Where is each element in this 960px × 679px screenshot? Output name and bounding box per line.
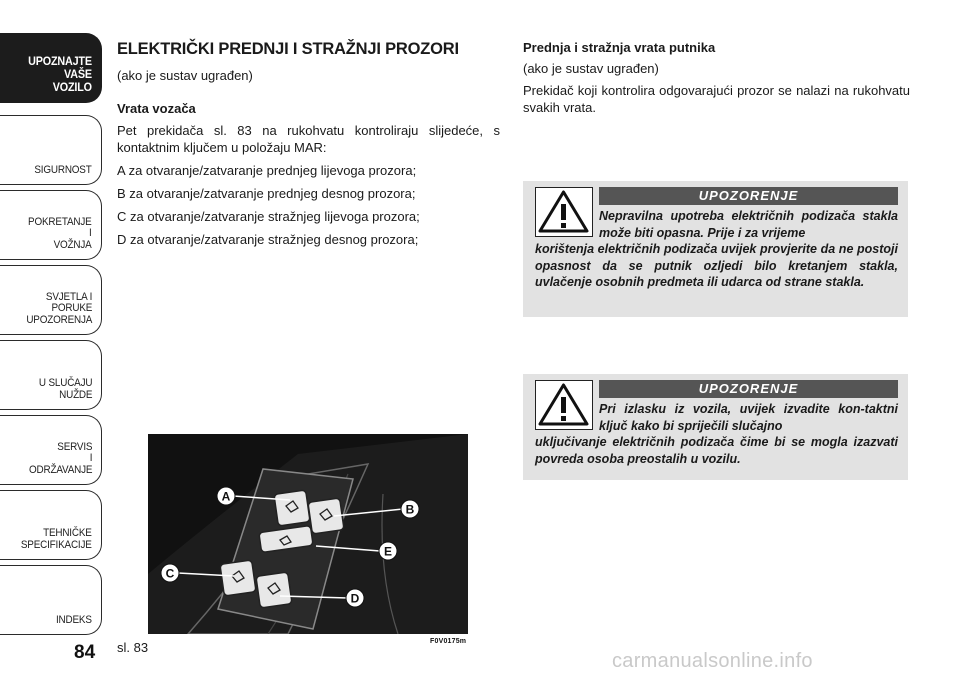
page-number: 84 bbox=[74, 642, 96, 663]
tab-tehnicke-specifikacije[interactable] bbox=[0, 490, 102, 560]
tab-label: SIGURNOST bbox=[34, 163, 92, 176]
warning-text-rest: korištenja električnih podizača uvijek provjerite da ne postoji opasnost da se putnik ozljedi bilo kretanjem stakla, uvlačenje osobnih predmeta ili udarca od strane stakla. bbox=[535, 242, 898, 289]
tab-label: POKRETANJE I VOŽNJA bbox=[28, 215, 92, 251]
callout-d-label: D bbox=[350, 591, 360, 606]
warning-triangle-icon bbox=[535, 187, 593, 237]
callout-a-label: A bbox=[221, 489, 231, 504]
passenger-doors-body: Prekidač koji kontrolira odgovarajući prozor se nalazi na rukohvatu svakih vrata. bbox=[523, 83, 910, 115]
tab-label: TEHNIČKE SPECIFIKACIJE bbox=[21, 527, 92, 551]
driver-door-heading: Vrata vozača bbox=[117, 101, 196, 116]
tab-label: SERVIS I ODRŽAVANJE bbox=[28, 440, 92, 476]
tab-servis-i-odrzavanje[interactable] bbox=[0, 415, 102, 485]
callout-c bbox=[161, 564, 179, 582]
warning-title: UPOZORENJE bbox=[599, 380, 898, 398]
switch-d bbox=[256, 572, 292, 608]
callout-a bbox=[217, 487, 235, 505]
warning-text-first: Pri izlasku iz vozila, uvijek izvadite kon-taktni ključ kako bi spriječili slučajno bbox=[599, 402, 898, 433]
tab-upoznajte-vase-vozilo[interactable] bbox=[0, 33, 102, 103]
warning-triangle-icon bbox=[535, 380, 593, 430]
switch-a bbox=[274, 490, 310, 526]
warning-box-1 bbox=[523, 181, 908, 317]
callout-b bbox=[401, 500, 419, 518]
tab-label: UPOZNAJTE VAŠE VOZILO bbox=[28, 54, 92, 94]
tab-label: SVJETLA I PORUKE UPOZORENJA bbox=[26, 290, 92, 326]
tab-u-slucaju-nuzde[interactable] bbox=[0, 340, 102, 410]
passenger-doors-subtitle: (ako je sustav ugrađen) bbox=[523, 61, 659, 76]
section-title: ELEKTRIČKI PREDNJI I STRAŽNJI PROZORI bbox=[117, 40, 459, 58]
driver-door-intro: Pet prekidača sl. 83 na rukohvatu kontroliraju slijedeće, s kontaktnim ključem u položaju MAR: bbox=[117, 123, 500, 155]
left-column bbox=[117, 40, 500, 248]
figure-caption: sl. 83 bbox=[117, 640, 149, 655]
switch-item-c: C za otvaranje/zatvaranje stražnjeg lijevoga prozora; bbox=[117, 209, 420, 224]
warning-text-rest: uključivanje električnih podizača čime bi se mogla izazvati povreda osoba preostalih u vozilu. bbox=[535, 435, 898, 466]
callout-b-label: B bbox=[405, 502, 415, 517]
right-column bbox=[523, 40, 910, 116]
figure-code: F0V0175m bbox=[430, 638, 467, 645]
callout-e-label: E bbox=[383, 544, 393, 559]
tab-svjetla-i-poruke[interactable] bbox=[0, 265, 102, 335]
callout-d bbox=[346, 589, 364, 607]
switch-item-d: D za otvaranje/zatvaranje stražnjeg desnog prozora; bbox=[117, 232, 419, 247]
switch-item-a: A za otvaranje/zatvaranje prednjeg lijevoga prozora; bbox=[117, 163, 417, 178]
callout-c-label: C bbox=[165, 566, 175, 581]
switch-c bbox=[220, 560, 256, 596]
window-switches-figure bbox=[148, 434, 468, 634]
tab-sigurnost[interactable] bbox=[0, 115, 102, 185]
warning-title: UPOZORENJE bbox=[599, 187, 898, 205]
tab-indeks[interactable] bbox=[0, 565, 102, 635]
watermark: carmanualsonline.info bbox=[612, 650, 813, 672]
switch-item-b: B za otvaranje/zatvaranje prednjeg desnog prozora; bbox=[117, 186, 416, 201]
callout-e bbox=[379, 542, 397, 560]
tab-label: INDEKS bbox=[56, 613, 92, 626]
warning-text-first: Nepravilna upotreba električnih podizača stakla može biti opasna. Prije i za vrijeme bbox=[599, 209, 898, 240]
switch-panel-illustration bbox=[148, 434, 468, 634]
tab-label: U SLUČAJU NUŽDE bbox=[38, 377, 92, 401]
warning-box-2 bbox=[523, 374, 908, 480]
section-subtitle: (ako je sustav ugrađen) bbox=[117, 68, 253, 83]
passenger-doors-heading: Prednja i stražnja vrata putnika bbox=[523, 40, 716, 55]
tab-pokretanje-i-voznja[interactable] bbox=[0, 190, 102, 260]
